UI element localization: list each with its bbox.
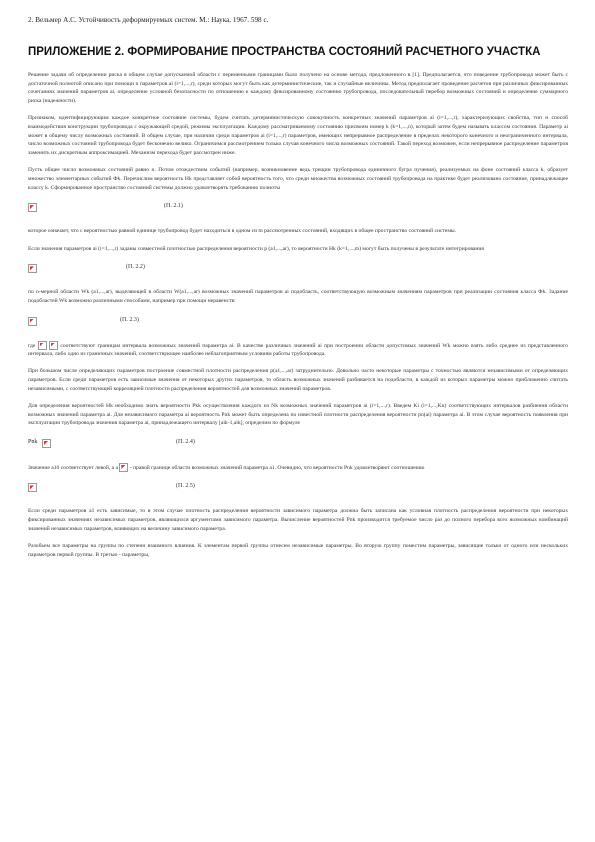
formula-number: (П. 2.2) [126,264,145,271]
paragraph: Разобьем все параметры на группы по степени взаимного влияния. К элементам первой группы отнесем независимые параметры. Во вторую группу поместим параметры, зависящие только от одного или нескольких параметров первой группы. В третью - параметры, [28,543,568,558]
broken-image-icon [28,203,37,212]
broken-image-icon [119,463,128,472]
formula-number: (П. 2.4) [176,439,195,446]
formula-number: (П. 2.3) [120,316,139,323]
formula-p2-3 [28,315,568,335]
paragraph: Признаком, идентифицирующим каждое конкретное состояние системы, будем считать детерминистическую совокупность конкретных значений параметров ai (i=1,...,r), характеризующих свойства, тип и способ взаимодействия конструкции трубопровода с окружающей средой, режимы эксплуатации. Каждому рассматриваемому состоянию присвоим номер k (k=1,...,n), который затем будем называть классом состояния. Параметр ai может в общему числу возможных состояний. В общем случае, при наличии среди параметров ai (i=1,...,r) параметров, имеющих непрерывное распределение в пределах некоторого конечного и неограниченного интервала, число возможных состояний трубопровода будет бесконечно велико. Ограничимся рассмотрением только случая конечного числа возможных состояний. Такой переход возможен, если непрерывное распределение параметров заменить их дискретным аппроксимацией. Механизм перехода будет рассмотрен ниже. [28,115,568,156]
paragraph [28,463,568,472]
paragraph: Если среди параметров a1 есть зависимые, то в этом случае плотность распределения вероятности зависимого параметра должна быть записана как условная плотность распределения вероятности при некоторых фиксированных значениях независимых параметров, являющихся аргументами зависимого параметра. Вычисление вероятностей Pnk производится требуемое число раз до полного перебора всех возможных комбинаций значений независимых параметров, влияющих на величину зависимого параметра. [28,508,568,532]
broken-image-icon [49,341,58,350]
formula-label: Pnk [28,439,38,446]
formula-number: (П. 2.5) [176,483,195,490]
appendix-title: ПРИЛОЖЕНИЕ 2. ФОРМИРОВАНИЕ ПРОСТРАНСТВА СОСТОЯНИЙ РАСЧЕТНОГО УЧАСТКА [28,46,541,58]
text: соответствуют границам интервала возможных значений параметра ai. В качестве различных значений ai при построении области допустимых значений Wk можно взять либо среднее из представленного интервала, либо одно из граничных значений, соответствующее наиболее неблагоприятным условиям работы трубопровода. [28,342,568,357]
paragraph: которое означает, что с вероятностью равной единице трубопровод будет находиться в одном из m рассмотренных состояний, входящих в общее пространство состояний системы. [28,228,457,235]
broken-image-icon [28,317,37,326]
paragraph: Если значения параметров ai (i=1,...,r) заданы совместной плотностью распределения вероятности p (a1,...,ar), то вероятности Hk (k=1,...,m) могут быть получены в результате интегрирования [28,245,484,252]
formula-p2-4 [28,437,568,457]
paragraph: Для определения вероятностей Hk необходимо знать вероятности Pkk осуществления каждого из Nk возможных значений параметров ai (i=1,...,r). Введем Ki (i=1,...,Kn) соответствующих интервалов разбиения области возможных значений параметра ai. Для независимого параметра ai вероятность Pnk может быть определена по известной плотности распределения вероятности pn(ai) параметра ai. В этом случае вероятность появления при эксплуатации трубопровода значения параметра ai, принадлежащего интервалу [aik-1,aik], определим по формуле [28,403,568,427]
paragraph: Решение задачи об определении риска в общем случае допускаемой области с переменными границами было получено на основе метода, предложенного в [1]. Предполагается, что поведение трубопровода может быть с достаточной полнотой описано при помощи n параметров ai (i=1,...,r), среди которых могут быть как детерминистические, так и случайные величины. Метод предполагает проведение расчетов при различных фиксированных сочетаниях значений параметров ai, определение условной безопасности по отношению к каждому фиксированному состоянию трубопровода, последовательный перебор возможных состояний и определение суммарного риска (надежности). [28,72,568,104]
formula-p2-1 [28,201,568,221]
text: - правой границе области возможных значений параметра a1. Очевидно, что вероятности Pnk удовлетворяют соотношению [129,464,425,471]
paragraph [28,341,568,359]
broken-image-icon [28,483,37,492]
broken-image-icon [42,439,51,448]
bibliography-reference: 2. Вельмер А.С. Устойчивость деформируемых систем. М.: Наука, 1967. 598 с. [28,16,269,24]
document-page [28,16,568,568]
broken-image-icon [28,264,37,273]
formula-number: (П. 2.1) [164,203,183,210]
text-prefix: где [28,342,36,349]
formula-p2-2 [28,262,568,282]
formula-p2-5 [28,481,568,501]
broken-image-icon [38,341,47,350]
paragraph: по n-мерной области Wk (a1,...,ar), выделяющей в области W(a1,...,ar) возможных значений параметров ai подобласть, соответствующую возможным значениям параметров при реализации состояния класса Фk. Задание подобластей Wk возможно различными способами, например при помощи неравенств: [28,289,568,304]
text: Значение a10 соответствует левой, а a [28,464,118,471]
paragraph: При большом числе определяющих параметров построение совместной плотности распределения p(a1,...,ar) затруднительно. Довольно часто некоторые параметры с точностью являются независимыми от определяющих параметров. Если среди параметров есть зависимые значения от некоторых других параметров, то область возможных значений разбивается на подобласти, в каждой из которых параметры можно приближенно считать независимыми, с соответствующей корреляцией плотности распределения вероятностей для возможных значений параметров. [28,368,568,392]
paragraph: Пусть общее число возможных состояний равно n. Потом отождествим событий (например, возникновение ведь трещин трубопровода единичного бугра пучения), реализуемых на фоне состояний класса k, образует множество элементарных событий Фk. Перечислим вероятность Hk представляет собой вероятность того, что среди множества возможных состояний трубопровода на практике будет реализовано состояние, принадлежащее классу k. Сформированное пространство состояний системы должно удовлетворять требованию полноты [28,167,568,191]
